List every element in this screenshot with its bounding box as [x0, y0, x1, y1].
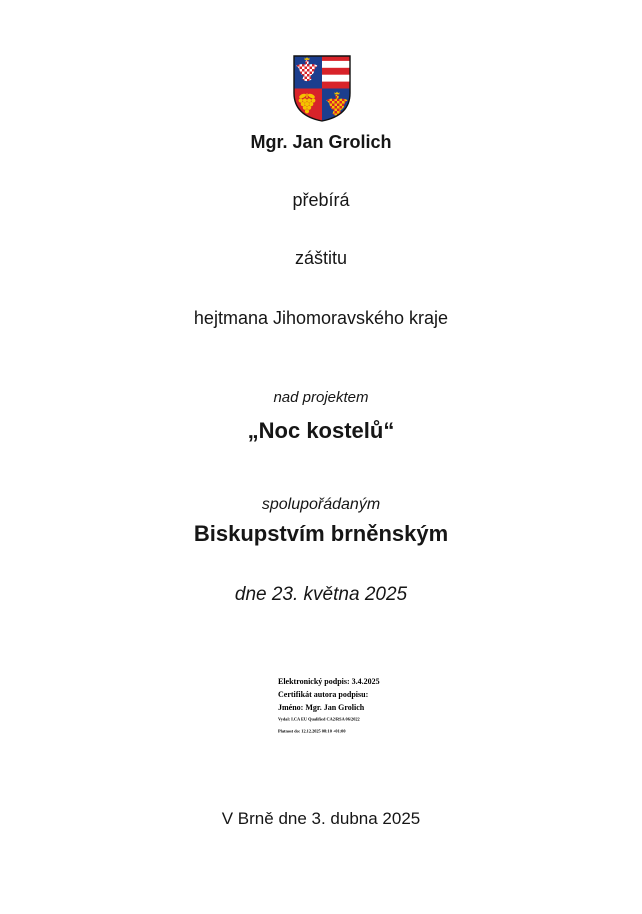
- stamp-signature-date: Elektronický podpis: 3.4.2025: [278, 677, 380, 686]
- event-date-line: dne 23. května 2025: [234, 584, 408, 605]
- object-line: záštitu: [294, 248, 348, 268]
- project-name: „Noc kostelů“: [247, 418, 395, 443]
- south-moravian-coat-of-arms: [292, 54, 352, 123]
- electronic-signature-stamp: [278, 675, 428, 738]
- q2-stripes: [322, 54, 352, 89]
- verb-line: přebírá: [292, 190, 350, 210]
- patron-title-line: hejtmana Jihomoravského kraje: [193, 308, 449, 328]
- stamp-signer-name: Jméno: Mgr. Jan Grolich: [278, 703, 365, 712]
- project-intro-line: nad projektem: [273, 389, 369, 406]
- stamp-issuer: Vydal: I.CA EU Qualified CA2/RSA 06/2022: [278, 717, 360, 723]
- coorganized-intro-line: spolupořádaným: [261, 496, 381, 513]
- place-and-date-line: V Brně dne 3. dubna 2025: [221, 809, 421, 828]
- coorganizer-name: Biskupstvím brněnským: [193, 521, 449, 546]
- coat-of-arms-icon: [292, 54, 352, 123]
- stamp-validity: Platnost do: 12.12.2025 08:10 +01:00: [278, 729, 346, 735]
- stamp-certificate-label: Certifikát autora podpisu:: [278, 690, 369, 699]
- patron-name: Mgr. Jan Grolich: [250, 132, 392, 152]
